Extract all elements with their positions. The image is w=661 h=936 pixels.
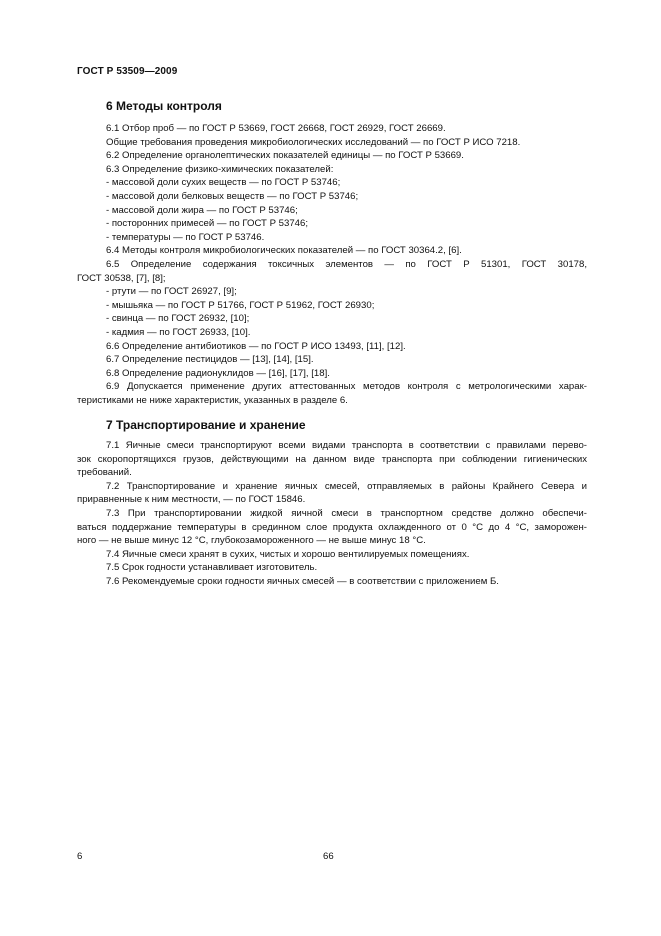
list-item: - температуры — по ГОСТ Р 53746. — [106, 231, 265, 243]
text-line: 6.1 Отбор проб — по ГОСТ Р 53669, ГОСТ 26668, ГОСТ 26929, ГОСТ 26669. — [106, 123, 446, 134]
text-line: 6.3 Определение физико-химических показателей: — [106, 163, 334, 175]
text-line: требований. — [77, 467, 132, 479]
text-line: ного — не выше минус 12 °С, глубокозамороженного — не выше минус 18 °С. — [77, 535, 426, 547]
section-6-body — [77, 122, 587, 407]
text-line: 6.7 Определение пестицидов — [13], [14], [15]. — [106, 354, 314, 366]
text-line: Общие требования проведения микробиологических исследований — по ГОСТ Р ИСО 7218. — [106, 136, 521, 148]
list-item: - мышьяка — по ГОСТ Р 51766, ГОСТ Р 51962, ГОСТ 26930; — [106, 299, 375, 311]
section-7-title: 7 Транспортирование и хранение — [106, 418, 306, 432]
list-item: - свинца — по ГОСТ 26932, [10]; — [106, 313, 250, 325]
page-number: 6 — [77, 851, 83, 862]
text-line: 7.3 При транспортировании жидкой яичной смеси в транспортном средстве должно обеспечи- — [106, 507, 587, 519]
text-line: ваться поддержание температуры в срединном слое продукта охлажденного от 0 °С до 4 °С, заморожен- — [77, 521, 587, 533]
text-line: 7.5 Срок годности устанавливает изготовитель. — [106, 562, 318, 574]
text-line: 7.4 Яичные смеси хранят в сухих, чистых и хорошо вентилируемых помещениях. — [106, 548, 470, 560]
sheet-number: 66 — [323, 851, 334, 862]
text-line: 6.9 Допускается применение других аттестованных методов контроля с метрологическими харак- — [106, 381, 587, 393]
list-item: - массовой доли жира — по ГОСТ Р 53746; — [106, 204, 298, 216]
list-item: - массовой доли сухих веществ — по ГОСТ Р 53746; — [106, 177, 341, 189]
list-item: - кадмия — по ГОСТ 26933, [10]. — [106, 326, 251, 338]
text-line: 6.2 Определение органолептических показателей единицы — по ГОСТ Р 53669. — [106, 150, 464, 162]
text-line: приравненные к ним местности, — по ГОСТ 15846. — [77, 494, 306, 506]
text-line: 7.1 Яичные смеси транспортируют всеми видами транспорта в соответствии с правилами перево- — [106, 440, 587, 451]
list-item: - посторонних примесей — по ГОСТ Р 53746; — [106, 218, 308, 230]
list-item: - массовой доли белковых веществ — по ГОСТ Р 53746; — [106, 190, 359, 202]
section-7-body — [77, 439, 587, 589]
text-line: теристиками не ниже характеристик, указанных в разделе 6. — [77, 394, 348, 406]
text-line: 6.8 Определение радионуклидов — [16], [17], [18]. — [106, 367, 330, 379]
text-line: 6.5 Определение содержания токсичных элементов — по ГОСТ Р 51301, ГОСТ 30178, — [106, 258, 587, 270]
text-line: 7.6 Рекомендуемые сроки годности яичных смесей — в соответствии с приложением Б. — [106, 575, 499, 587]
document-header: ГОСТ Р 53509—2009 — [77, 66, 178, 77]
text-line: 6.4 Методы контроля микробиологических показателей — по ГОСТ 30364.2, [6]. — [106, 245, 462, 257]
section-6-title: 6 Методы контроля — [106, 99, 222, 113]
list-item: - ртути — по ГОСТ 26927, [9]; — [106, 286, 237, 298]
text-line: 7.2 Транспортирование и хранение яичных смесей, отправляемых в районы Крайнего Севера и — [106, 480, 587, 492]
text-line: 6.6 Определение антибиотиков — по ГОСТ Р ИСО 13493, [11], [12]. — [106, 340, 406, 352]
text-line: зок скоропортящихся грузов, действующими на данном виде транспорта при соблюдении гигиенических — [77, 453, 587, 465]
text-line: ГОСТ 30538, [7], [8]; — [77, 272, 166, 284]
